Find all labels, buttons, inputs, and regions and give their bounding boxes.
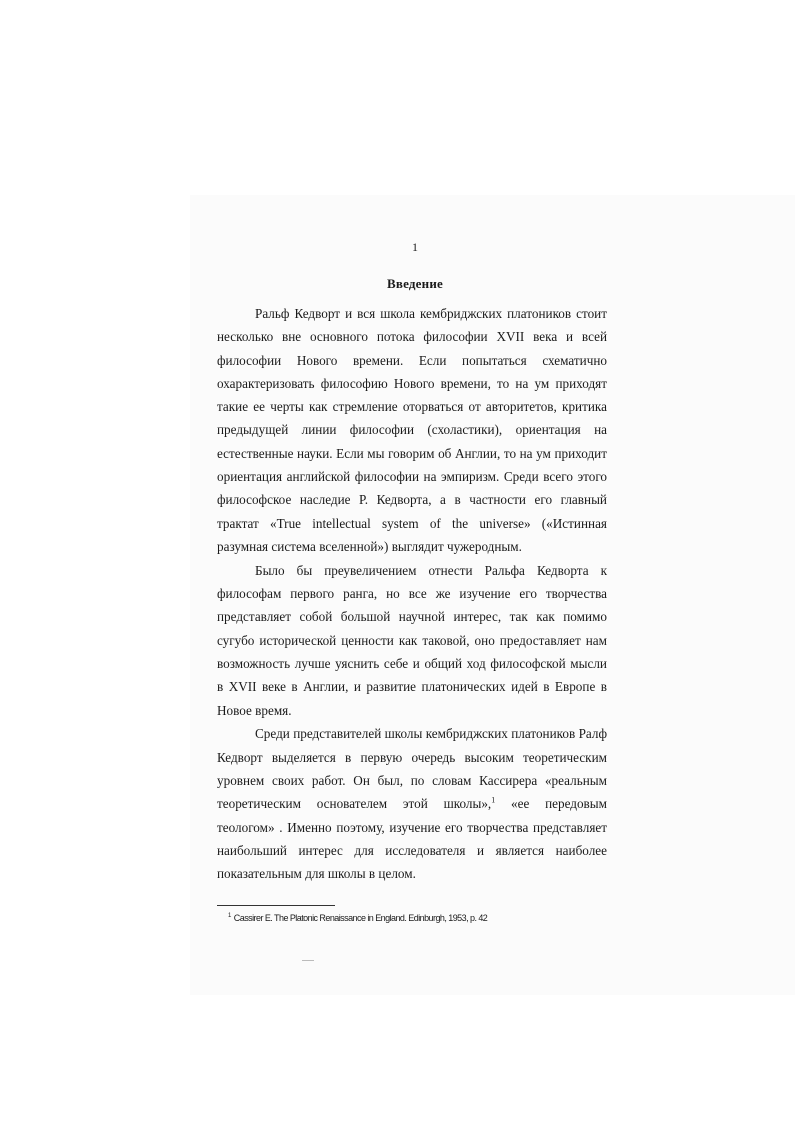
text-line: такие ее черты как стремление оторваться от авторитетов, критика xyxy=(217,399,607,415)
footnote xyxy=(228,913,487,923)
text-line: охарактеризовать философию Нового времени, то на ум приходят xyxy=(217,375,607,391)
text-line: в XVII веке в Англии, и развитие платонических идей в Европе в xyxy=(217,679,607,695)
text-line: возможность лучше уяснить себе и общий ход философской мысли xyxy=(217,655,607,671)
footnote-reference[interactable]: 1 xyxy=(491,795,496,805)
text-fragment: «ее передовым xyxy=(511,796,607,812)
text-line: Новое время. xyxy=(217,702,292,718)
text-line: ориентация английской философии на эмпиризм. Среди всего этого xyxy=(217,469,607,485)
text-line: разумная система вселенной») выглядит чужеродным. xyxy=(217,538,522,554)
section-heading: Введение xyxy=(387,276,443,291)
text-line: предыдущей линии философии (схоластики), ориентация на xyxy=(217,422,607,438)
page-number: 1 xyxy=(412,240,418,254)
text-line: Ральф Кедворт и вся школа кембриджских платоников стоит xyxy=(255,306,607,321)
text-line: трактат «True intellectual system of the universe» («Истинная xyxy=(217,515,607,531)
text-fragment: теоретическим основателем этой школы», xyxy=(217,796,492,812)
text-line: философам первого ранга, но все же изучение его творчества xyxy=(217,586,607,602)
text-line: Среди представителей школы кембриджских платоников Ралф xyxy=(255,726,607,742)
text-line: философии Нового времени. Если попытаться схематично xyxy=(217,352,607,368)
text-line: естественные науки. Если мы говорим об Англии, то на ум приходит xyxy=(217,445,607,461)
text-line: Было бы преувеличением отнести Ральфа Кедворта к xyxy=(255,562,607,578)
text-line: сугубо исторической ценности как таковой, оно предоставляет нам xyxy=(217,632,607,648)
text-line: уровнем своих работ. Он был, по словам Кассирера «реальным xyxy=(217,772,607,788)
text-line: наибольший интерес для исследователя и является наиболее xyxy=(217,842,607,858)
text-line: представляет собой большой научной интерес, так как помимо xyxy=(217,609,607,625)
footnote-mark: 1 xyxy=(228,913,231,919)
text-line: теологом» . Именно поэтому, изучение его творчества представляет xyxy=(217,819,607,835)
text-line: показательным для школы в целом. xyxy=(217,866,416,882)
footnote-separator xyxy=(217,905,335,906)
text-line: несколько вне основного потока философии XVII века и всей xyxy=(217,329,607,345)
paragraph-2 xyxy=(217,559,607,722)
scan-artifact xyxy=(302,960,314,961)
footnote-text: Cassirer E. The Platonic Renaissance in England. Edinburgh, 1953, p. 42 xyxy=(233,913,488,923)
paragraph-1 xyxy=(217,302,607,558)
paragraph-3 xyxy=(217,722,607,885)
text-line-with-footnote xyxy=(217,792,607,815)
text-line: философское наследие Р. Кедворта, а в частности его главный xyxy=(217,492,607,508)
body-text xyxy=(217,302,607,885)
text-line: Кедворт выделяется в первую очередь высоким теоретическим xyxy=(217,749,607,765)
